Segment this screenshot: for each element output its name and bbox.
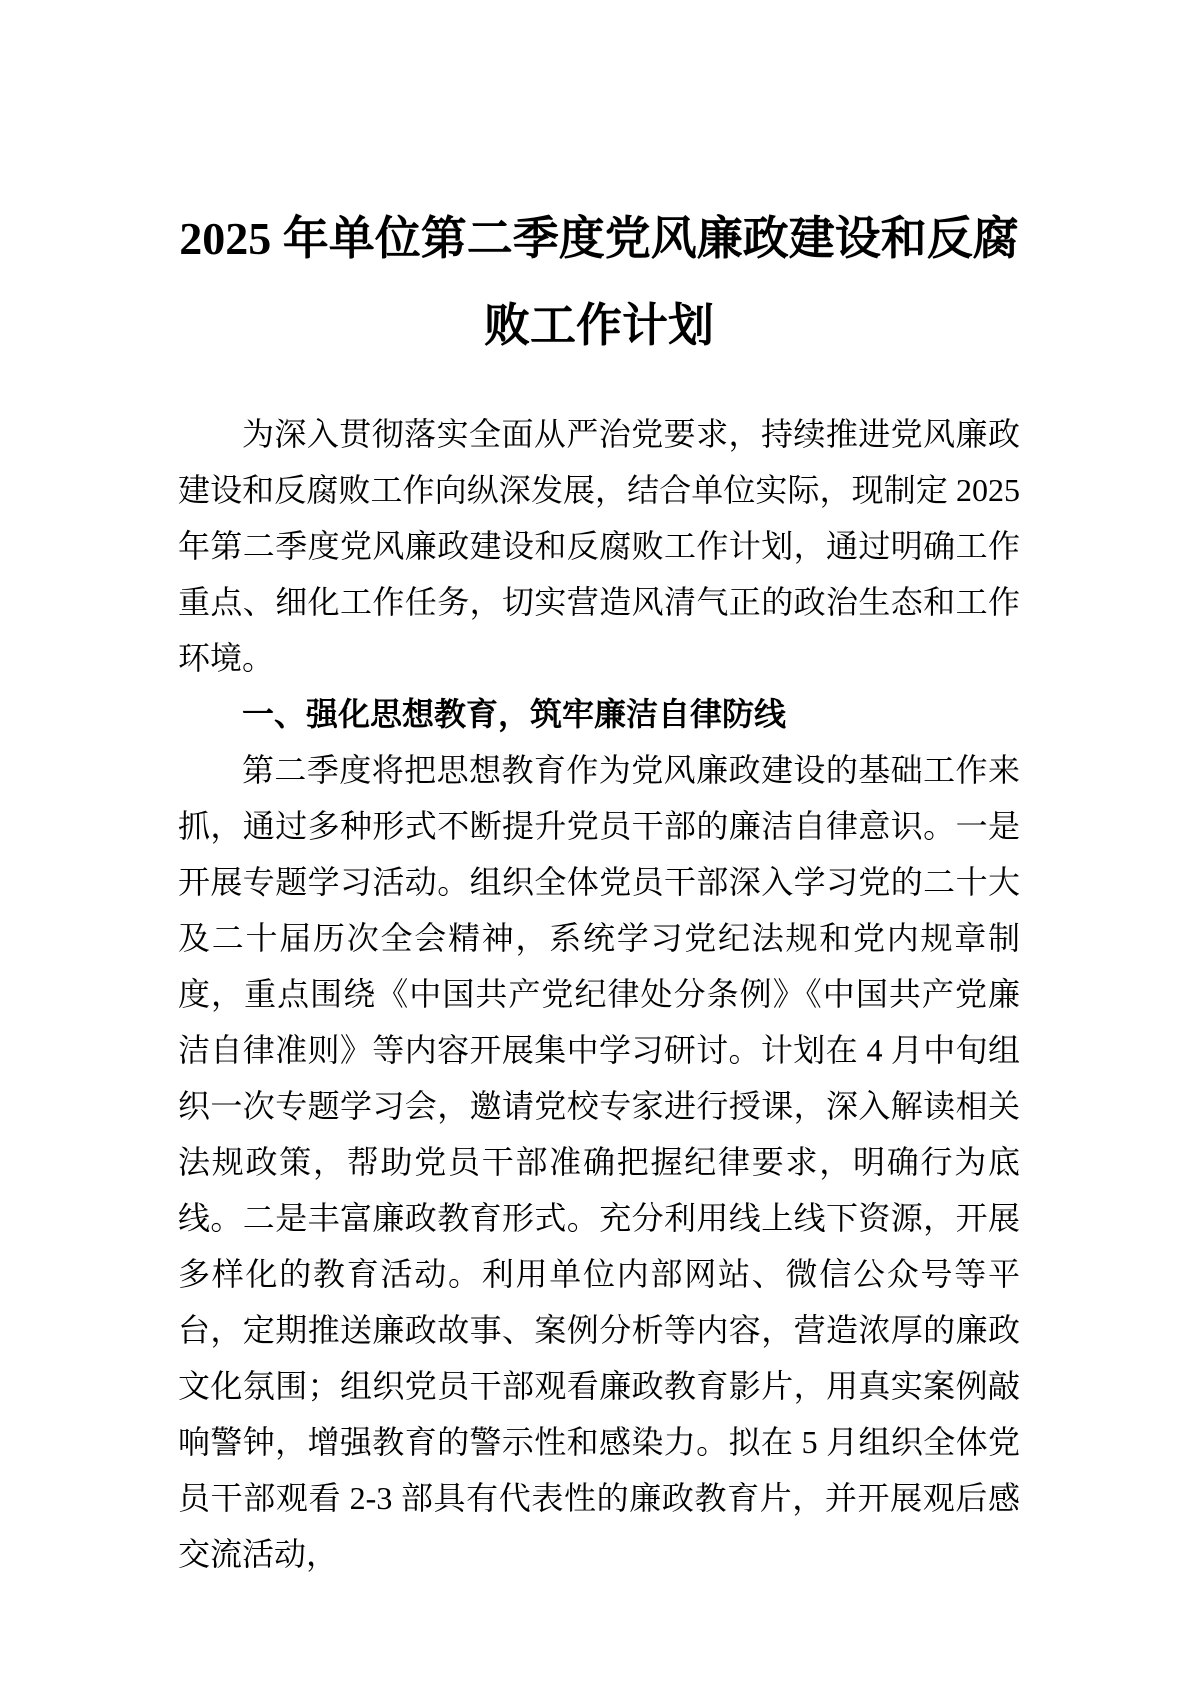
section-1-paragraph: 第二季度将把思想教育作为党风廉政建设的基础工作来抓，通过多种形式不断提升党员干部的廉洁自律意识。一是开展专题学习活动。组织全体党员干部深入学习党的二十大及二十届历次全会精神，系统学习党纪法规和党内规章制度，重点围绕《中国共产党纪律处分条例》《中国共产党廉洁自律准则》等内容开展集中学习研讨。计划在 4 月中旬组织一次专题学习会，邀请党校专家进行授课，深入解读相关法规政策，帮助党员干部准确把握纪律要求，明确行为底线。二是丰富廉政教育形式。充分利用线上线下资源，开展多样化的教育活动。利用单位内部网站、微信公众号等平台，定期推送廉政故事、案例分析等内容，营造浓厚的廉政文化氛围；组织党员干部观看廉政教育影片，用真实案例敲响警钟，增强教育的警示性和感染力。拟在 5 月组织全体党员干部观看 2-3 部具有代表性的廉政教育片，并开展观后感交流活动， [178, 752, 1020, 1572]
intro-paragraph: 为深入贯彻落实全面从严治党要求，持续推进党风廉政建设和反腐败工作向纵深发展，结合单位实际，现制定 2025 年第二季度党风廉政建设和反腐败工作计划，通过明确工作重点、细化工作任务，切实营造风清气正的政治生态和工作环境。 [178, 416, 1020, 676]
document-title [178, 195, 1020, 369]
section-1-heading: 一、强化思想教育，筑牢廉洁自律防线 [242, 696, 787, 732]
document-title-line-1: 2025 年单位第二季度党风廉政建设和反腐 [179, 213, 1019, 264]
document-title-line-2: 败工作计划 [484, 300, 714, 351]
